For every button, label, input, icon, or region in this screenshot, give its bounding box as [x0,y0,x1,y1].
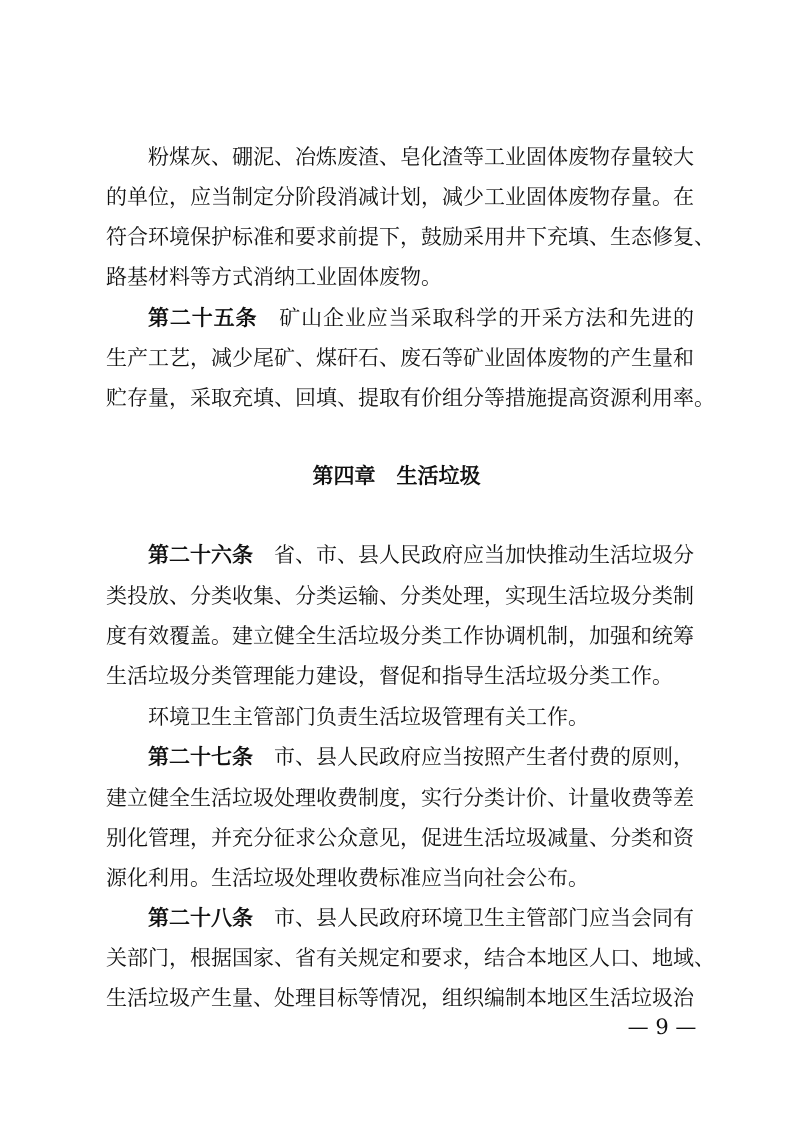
article-28-line [148,898,694,938]
paragraph-line: 生产工艺，减少尾矿、煤矸石、废石等矿业固体废物的产生量和 [106,346,694,370]
article-25-line [148,298,694,338]
article-label: 第二十六条 [148,543,253,567]
article-label: 第二十八条 [148,906,253,930]
article-label: 第二十五条 [148,306,258,330]
page-number: — 9 — [627,1015,697,1039]
paragraph-line: 粉煤灰、硼泥、冶炼废渣、皂化渣等工业固体废物存量较大 [148,145,694,169]
paragraph-line: 类投放、分类收集、分类运输、分类处理，实现生活垃圾分类制 [106,584,694,608]
article-text: 矿山企业应当采取科学的开采方法和先进的 [279,306,694,330]
paragraph-line: 路基材料等方式消纳工业固体废物。 [106,265,442,289]
paragraph-line: 源化利用。生活垃圾处理收费标准应当向社会公布。 [106,866,589,890]
paragraph-line: 别化管理，并充分征求公众意见，促进生活垃圾减量、分类和资 [106,826,694,850]
paragraph-line: 符合环境保护标准和要求前提下，鼓励采用井下充填、生态修复、 [106,225,715,249]
paragraph-line: 的单位，应当制定分阶段消减计划，减少工业固体废物存量。在 [106,185,694,209]
paragraph-line: 度有效覆盖。建立健全生活垃圾分类工作协调机制，加强和统筹 [106,624,694,648]
article-label: 第二十七条 [148,745,253,769]
article-text: 市、县人民政府应当按照产生者付费的原则， [274,745,694,769]
article-26-line [148,535,694,575]
paragraph-line: 生活垃圾产生量、处理目标等情况，组织编制本地区生活垃圾治 [106,986,694,1010]
paragraph-line: 生活垃圾分类管理能力建设，督促和指导生活垃圾分类工作。 [106,664,673,688]
paragraph-line: 建立健全生活垃圾处理收费制度，实行分类计价、计量收费等差 [106,786,694,810]
article-27-line [148,737,694,777]
article-text: 省、市、县人民政府应当加快推动生活垃圾分 [274,543,694,567]
paragraph-line: 关部门，根据国家、省有关规定和要求，结合本地区人口、地域、 [106,946,715,970]
paragraph-line: 贮存量，采取充填、回填、提取有价组分等措施提高资源利用率。 [106,386,715,410]
chapter-heading: 第四章 生活垃圾 [312,464,481,488]
article-text: 市、县人民政府环境卫生主管部门应当会同有 [274,906,694,930]
paragraph-line: 环境卫生主管部门负责生活垃圾管理有关工作。 [148,705,589,729]
